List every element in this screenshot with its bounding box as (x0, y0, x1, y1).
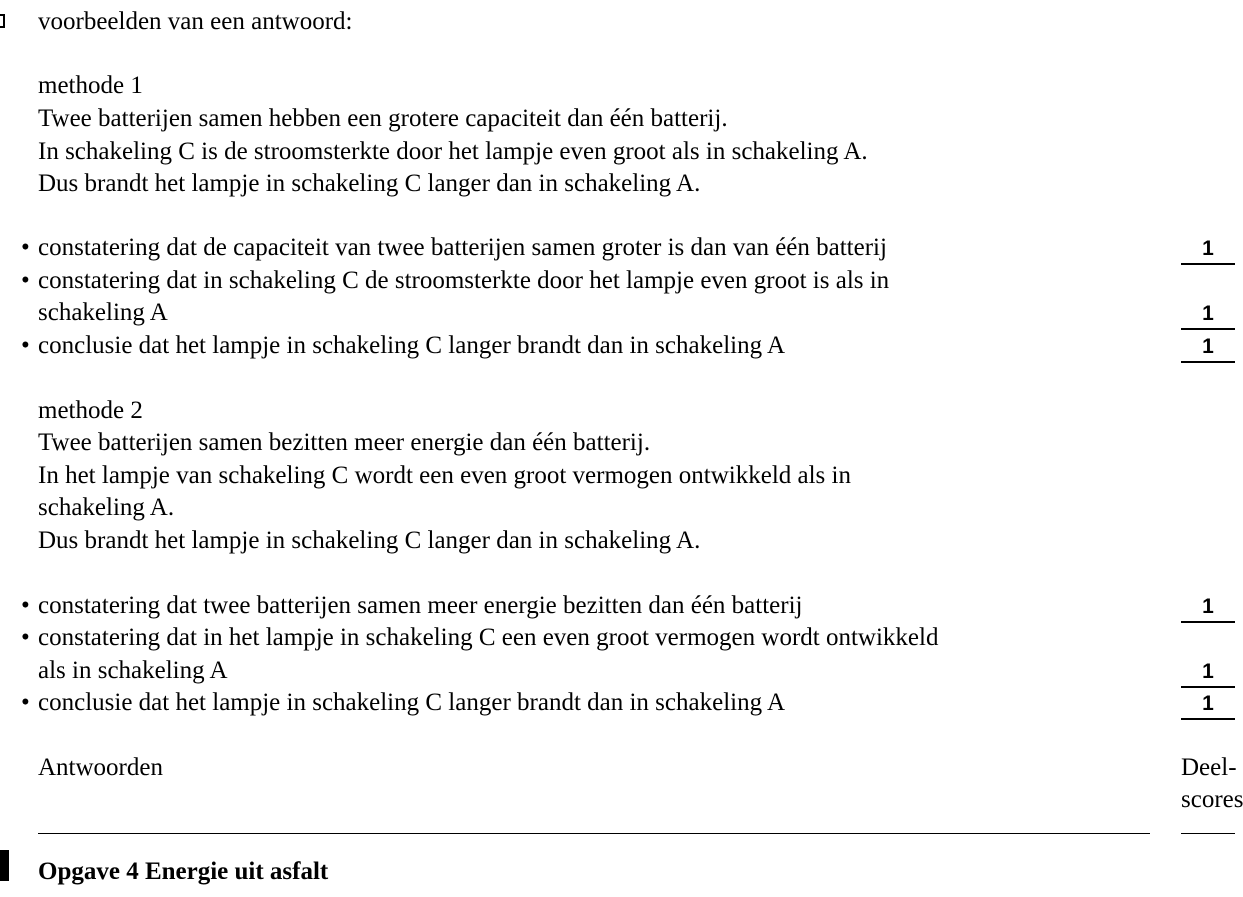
criterion-text: constatering dat de capaciteit van twee batterijen samen groter is dan van één batterij (38, 234, 887, 261)
column-header-scores: Deel- (1181, 754, 1237, 781)
criterion-text: conclusie dat het lampje in schakeling C langer brandt dan in schakeling A (38, 332, 786, 359)
method-2-line: Twee batterijen samen bezitten meer energie dan één batterij. (38, 429, 651, 456)
divider-line (38, 833, 1150, 834)
method-1-title: methode 1 (38, 72, 143, 99)
criterion-text: conclusie dat het lampje in schakeling C langer brandt dan in schakeling A (38, 689, 786, 716)
criterion-text: constatering dat in schakeling C de stroomsterkte door het lampje even groot is als in (38, 267, 890, 294)
score-value: 1 (1181, 658, 1235, 688)
method-1-line: Dus brandt het lampje in schakeling C langer dan in schakeling A. (38, 170, 701, 197)
method-2-line: In het lampje van schakeling C wordt een even groot vermogen ontwikkeld als in (38, 462, 851, 489)
intro-text: voorbeelden van een antwoord: (38, 8, 353, 35)
bullet: • (21, 234, 30, 261)
criterion-text: constatering dat in het lampje in schakeling C een even groot vermogen wordt ontwikkeld (38, 624, 939, 651)
method-1-line: Twee batterijen samen hebben een grotere capaciteit dan één batterij. (38, 105, 728, 132)
section-title: Opgave 4 Energie uit asfalt (38, 858, 329, 885)
bullet: • (21, 592, 30, 619)
score-value: 1 (1181, 300, 1235, 330)
method-2-line: schakeling A. (38, 494, 175, 521)
checkbox-marker-icon (0, 14, 5, 28)
bullet: • (21, 689, 30, 716)
score-value: 1 (1181, 235, 1235, 265)
method-2-title: methode 2 (38, 397, 143, 424)
column-header-scores: scores (1181, 786, 1243, 813)
bullet: • (21, 332, 30, 359)
score-value: 1 (1181, 690, 1235, 720)
divider-line (1181, 833, 1235, 834)
method-2-line: Dus brandt het lampje in schakeling C langer dan in schakeling A. (38, 527, 701, 554)
criterion-text: constatering dat twee batterijen samen meer energie bezitten dan één batterij (38, 592, 803, 619)
score-value: 1 (1181, 593, 1235, 623)
bullet: • (21, 624, 30, 651)
score-value: 1 (1181, 333, 1235, 363)
criterion-text: schakeling A (38, 299, 168, 326)
column-header-answers: Antwoorden (38, 754, 163, 781)
bullet: • (21, 267, 30, 294)
section-bar-icon (0, 850, 9, 881)
method-1-line: In schakeling C is de stroomsterkte door het lampje even groot als in schakeling A. (38, 138, 868, 165)
criterion-text: als in schakeling A (38, 657, 228, 684)
